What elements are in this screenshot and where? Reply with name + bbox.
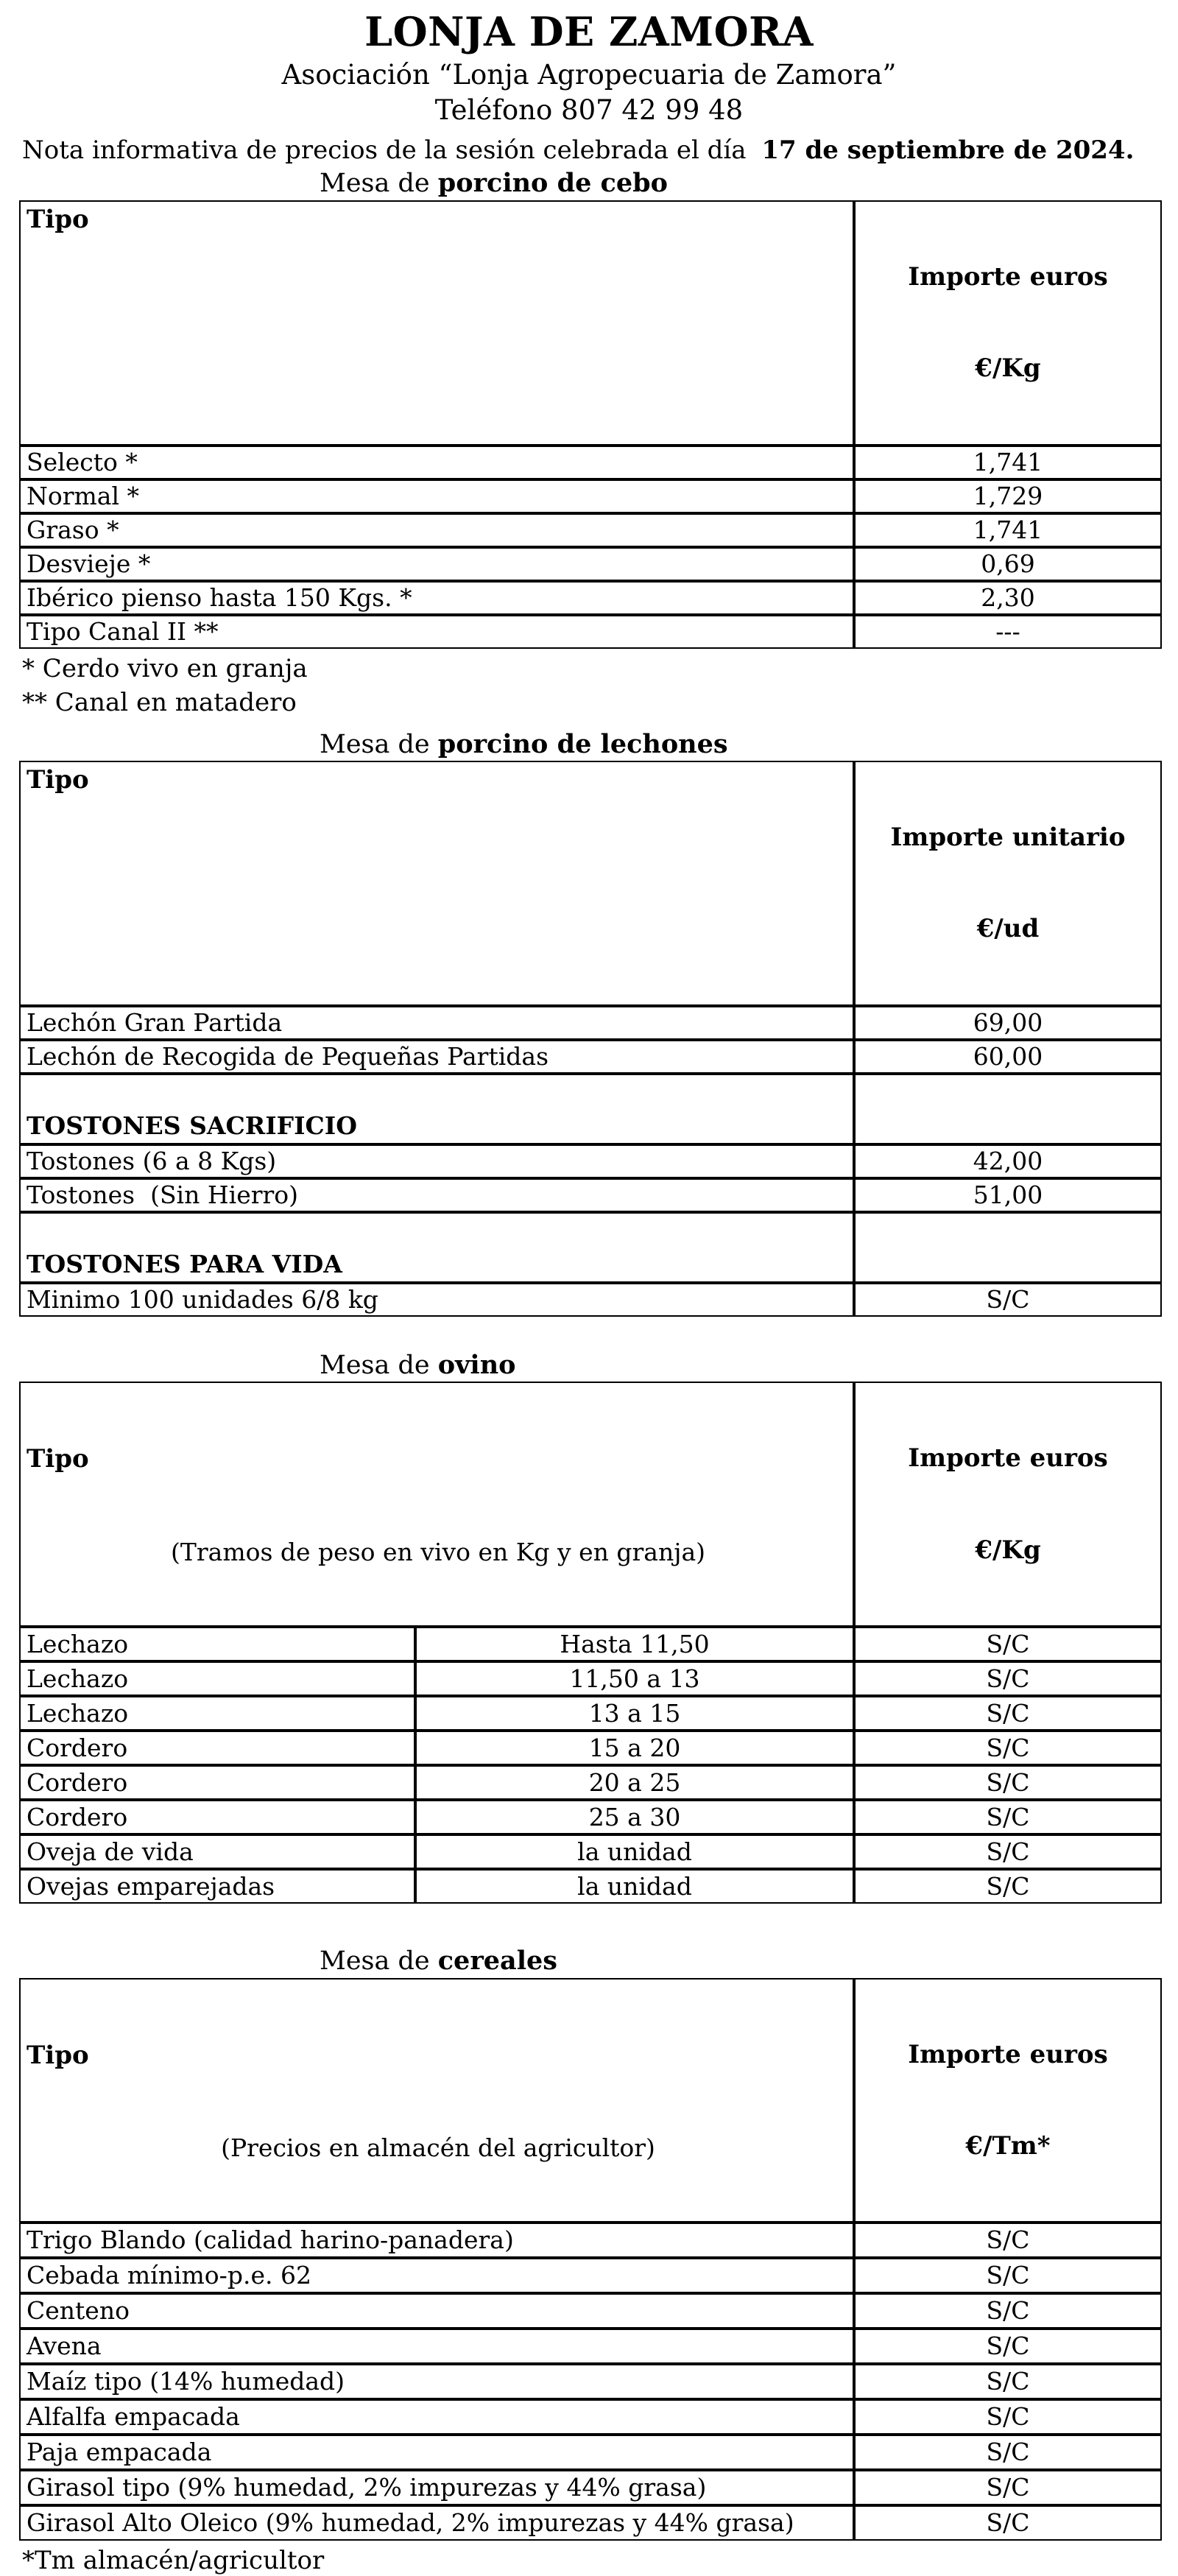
- association-subtitle: Asociación “Lonja Agropecuaria de Zamora”: [281, 59, 897, 91]
- importe-unit-line2: €/Kg: [975, 1535, 1041, 1565]
- table-row: [19, 2435, 1162, 2470]
- row-value: 69,00: [854, 1006, 1162, 1040]
- row-value: S/C: [854, 1627, 1162, 1661]
- heading-cereales: [320, 1945, 1178, 1978]
- row-label: Lechazo: [19, 1661, 415, 1696]
- table-row: [19, 1144, 1162, 1178]
- phone-line: Teléfono 807 42 99 48: [434, 94, 744, 127]
- col-header-tramos: (Tramos de peso en vivo en Kg y en granja): [170, 1537, 706, 1566]
- session-note: [22, 135, 1178, 166]
- row-label: Trigo Blando (calidad harino-panadera): [19, 2223, 854, 2258]
- row-range: la unidad: [415, 1834, 854, 1869]
- row-range: Hasta 11,50: [415, 1627, 854, 1661]
- row-value: S/C: [854, 1696, 1162, 1731]
- session-note-text: Nota informativa de precios de la sesión celebrada el día: [22, 135, 755, 165]
- row-label: Alfalfa empacada: [19, 2399, 854, 2435]
- row-label: Cebada mínimo-p.e. 62: [19, 2258, 854, 2293]
- row-value: ---: [854, 615, 1162, 649]
- porcino-cebo-footnotes: [22, 652, 1178, 719]
- importe-unit-line2: €/Tm*: [965, 2130, 1051, 2161]
- table-row: [19, 2329, 1162, 2364]
- row-range: 15 a 20: [415, 1731, 854, 1765]
- table-row: [19, 1834, 1162, 1869]
- row-value: S/C: [854, 2329, 1162, 2364]
- table-row: [19, 2399, 1162, 2435]
- row-label: Desvieje *: [19, 547, 854, 581]
- col-header-tipo: Tipo: [27, 1444, 89, 1474]
- row-value: S/C: [854, 2223, 1162, 2258]
- row-range: 11,50 a 13: [415, 1661, 854, 1696]
- table-porcino-lechones: [19, 761, 1162, 1316]
- heading-prefix: Mesa de: [320, 729, 438, 759]
- table-row: [19, 1869, 1162, 1904]
- row-value: S/C: [854, 2258, 1162, 2293]
- table-cereales: [19, 1978, 1162, 2541]
- row-value: S/C: [854, 2399, 1162, 2435]
- col-header-importe: [854, 200, 1162, 445]
- row-value: S/C: [854, 2364, 1162, 2399]
- heading-porcino-lechones: [320, 728, 1178, 761]
- row-range: la unidad: [415, 1869, 854, 1904]
- row-value: S/C: [854, 2293, 1162, 2329]
- row-label: Lechazo: [19, 1696, 415, 1731]
- page-title: LONJA DE ZAMORA: [364, 8, 814, 55]
- row-label: Lechón de Recogida de Pequeñas Partidas: [19, 1040, 854, 1074]
- table-row: [19, 1178, 1162, 1212]
- row-label: Cordero: [19, 1765, 415, 1800]
- row-value: S/C: [854, 1731, 1162, 1765]
- subheader-label: TOSTONES PARA VIDA: [19, 1212, 854, 1283]
- importe-unit-line2: €/Kg: [975, 353, 1041, 384]
- col-header-importe: [854, 761, 1162, 1005]
- col-header-importe: [854, 1382, 1162, 1626]
- table-ovino: [19, 1382, 1162, 1903]
- table-header-row: [19, 761, 1162, 1005]
- row-value: 42,00: [854, 1144, 1162, 1178]
- row-label: Selecto *: [19, 446, 854, 479]
- importe-unit-line1: Importe euros: [908, 2039, 1108, 2069]
- heading-ovino: [320, 1349, 1178, 1382]
- row-range: 13 a 15: [415, 1696, 854, 1731]
- heading-name: porcino de lechones: [437, 728, 728, 759]
- table-row: [19, 1800, 1162, 1834]
- footnote-canal-matadero: ** Canal en matadero: [22, 687, 297, 717]
- row-value: 60,00: [854, 1040, 1162, 1074]
- row-value: S/C: [854, 1834, 1162, 1869]
- importe-unit-line2: €/ud: [976, 914, 1040, 944]
- table-row: [19, 1040, 1162, 1074]
- row-label: Paja empacada: [19, 2435, 854, 2470]
- row-value: S/C: [854, 2435, 1162, 2470]
- row-label: Tostones (6 a 8 Kgs): [19, 1144, 854, 1178]
- heading-name: porcino de cebo: [437, 168, 668, 199]
- row-value: S/C: [854, 1661, 1162, 1696]
- table-row: [19, 1661, 1162, 1696]
- row-label: Oveja de vida: [19, 1834, 415, 1869]
- row-value: 1,741: [854, 513, 1162, 547]
- row-range: 25 a 30: [415, 1800, 854, 1834]
- col-header-precios: (Precios en almacén del agricultor): [221, 2133, 655, 2162]
- col-header-tipo: Tipo: [27, 2040, 89, 2070]
- row-label: Graso *: [19, 513, 854, 547]
- table-row: [19, 1283, 1162, 1317]
- footnote-tm: *Tm almacén/agricultor: [22, 2545, 325, 2575]
- col-header-tipo: Tipo: [19, 761, 854, 1005]
- table-row: [19, 1731, 1162, 1765]
- row-value: S/C: [854, 1765, 1162, 1800]
- row-value: S/C: [854, 2505, 1162, 2541]
- row-label: Girasol Alto Oleico (9% humedad, 2% impurezas y 44% grasa): [19, 2505, 854, 2541]
- row-label: Avena: [19, 2329, 854, 2364]
- row-label: Girasol tipo (9% humedad, 2% impurezas y 44% grasa): [19, 2470, 854, 2505]
- table-header-row: [19, 1978, 1162, 2223]
- importe-unit-line1: Importe euros: [908, 1443, 1108, 1474]
- col-header-tipo-tramos: [19, 1382, 854, 1626]
- table-header-row: [19, 1382, 1162, 1626]
- row-value: [854, 1212, 1162, 1283]
- row-value: S/C: [854, 1869, 1162, 1904]
- row-value: [854, 1074, 1162, 1144]
- col-header-importe: [854, 1978, 1162, 2223]
- row-value: 0,69: [854, 547, 1162, 581]
- row-value: 51,00: [854, 1178, 1162, 1212]
- row-value: S/C: [854, 2470, 1162, 2505]
- row-label: Ibérico pienso hasta 150 Kgs. *: [19, 581, 854, 615]
- table-row: [19, 547, 1162, 581]
- table-row: [19, 1006, 1162, 1040]
- heading-porcino-cebo: [320, 167, 1178, 200]
- table-row: [19, 615, 1162, 649]
- table-row: [19, 1696, 1162, 1731]
- table-row: [19, 581, 1162, 615]
- row-range: 20 a 25: [415, 1765, 854, 1800]
- footnote-cerdo-vivo: * Cerdo vivo en granja: [22, 653, 308, 683]
- row-label: Lechazo: [19, 1627, 415, 1661]
- row-label: Tipo Canal II **: [19, 615, 854, 649]
- row-label: Cordero: [19, 1800, 415, 1834]
- table-porcino-cebo: [19, 200, 1162, 648]
- row-value: 1,741: [854, 446, 1162, 479]
- table-subheader-row: [19, 1212, 1162, 1283]
- row-label: Cordero: [19, 1731, 415, 1765]
- table-header-row: [19, 200, 1162, 445]
- heading-prefix: Mesa de: [320, 169, 438, 199]
- table-row: [19, 2364, 1162, 2399]
- table-subheader-row: [19, 1074, 1162, 1144]
- table-row: [19, 2470, 1162, 2505]
- row-value: 1,729: [854, 479, 1162, 513]
- row-label: Maíz tipo (14% humedad): [19, 2364, 854, 2399]
- row-label: Ovejas emparejadas: [19, 1869, 415, 1904]
- heading-prefix: Mesa de: [320, 1350, 438, 1380]
- row-label: Centeno: [19, 2293, 854, 2329]
- table-row: [19, 1627, 1162, 1661]
- heading-name: cereales: [437, 1945, 557, 1976]
- row-label: Tostones (Sin Hierro): [19, 1178, 854, 1212]
- table-row: [19, 2223, 1162, 2258]
- col-header-tipo: Tipo: [19, 200, 854, 445]
- session-date: 17 de septiembre de 2024.: [761, 135, 1135, 165]
- table-row: [19, 1765, 1162, 1800]
- row-value: 2,30: [854, 581, 1162, 615]
- row-label: Minimo 100 unidades 6/8 kg: [19, 1283, 854, 1317]
- row-value: S/C: [854, 1800, 1162, 1834]
- importe-unit-line1: Importe euros: [908, 262, 1108, 292]
- table-row: [19, 2258, 1162, 2293]
- table-row: [19, 2293, 1162, 2329]
- table-row: [19, 513, 1162, 547]
- table-row: [19, 479, 1162, 513]
- subheader-label: TOSTONES SACRIFICIO: [19, 1074, 854, 1144]
- row-label: Normal *: [19, 479, 854, 513]
- col-header-tipo-precios: [19, 1978, 854, 2223]
- heading-name: ovino: [437, 1349, 516, 1380]
- heading-prefix: Mesa de: [320, 1946, 438, 1976]
- table-row: [19, 446, 1162, 479]
- row-label: Lechón Gran Partida: [19, 1006, 854, 1040]
- row-value: S/C: [854, 1283, 1162, 1317]
- importe-unit-line1: Importe unitario: [890, 823, 1126, 853]
- table-row: [19, 2505, 1162, 2541]
